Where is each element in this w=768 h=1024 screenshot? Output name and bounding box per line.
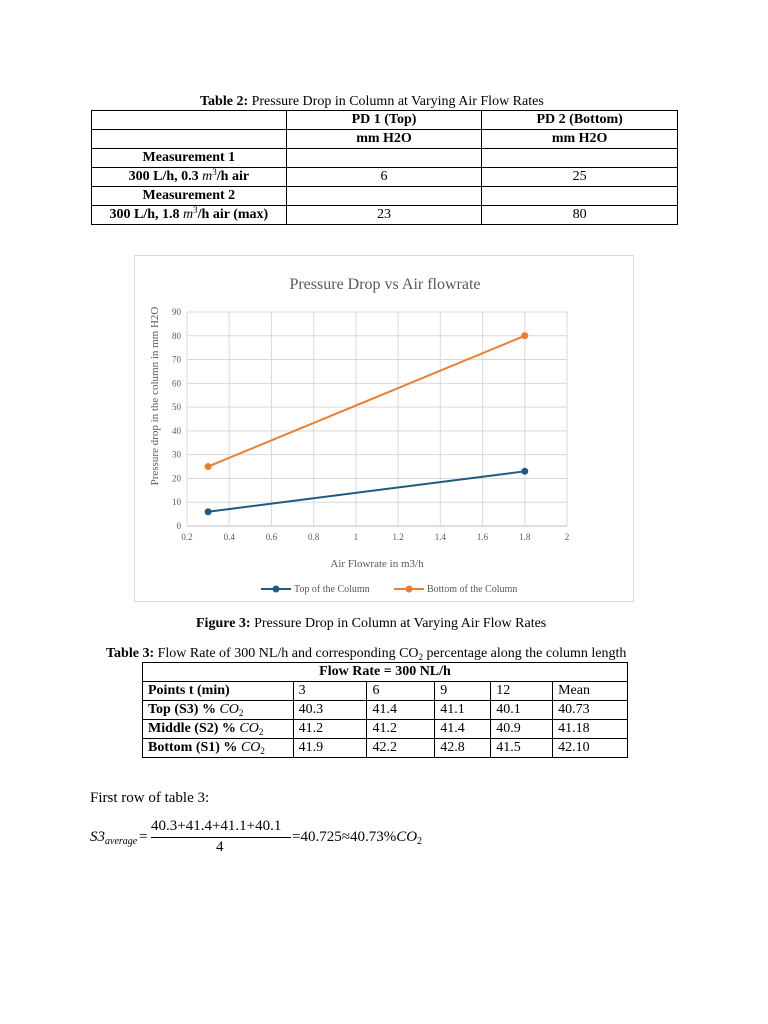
equation-numerator: 40.3+41.4+41.1+40.1 [151, 818, 282, 834]
table-row [92, 187, 678, 206]
table3-cell: 42.2 [367, 739, 435, 758]
table2-header-pd2: PD 2 (Bottom) [482, 111, 678, 130]
y-tick-label: 90 [172, 307, 181, 317]
table3-cell: 41.2 [293, 720, 367, 739]
y-tick-label: 80 [172, 330, 181, 341]
legend-marker [273, 586, 280, 593]
table3 [142, 662, 628, 758]
table-row [143, 701, 628, 720]
equation-equals: = [139, 829, 148, 845]
table2-row-label: Measurement 1 [92, 149, 287, 168]
chart-container [134, 255, 634, 602]
table-row [92, 206, 678, 225]
table2-cell-pd2: 80 [482, 206, 678, 225]
table2-empty-header [92, 111, 287, 130]
y-tick-label: 10 [172, 497, 181, 508]
x-tick-label: 0.8 [308, 532, 320, 542]
table3-caption-text: Flow Rate of 300 NL/h and corresponding CO [154, 646, 419, 661]
fraction-bar [151, 837, 291, 838]
row-label-chem: CO [240, 740, 261, 755]
table3-column-header: 6 [367, 682, 435, 701]
equation-result-sub: 2 [417, 836, 423, 847]
x-tick-label: 0.2 [181, 532, 193, 542]
y-tick-label: 40 [172, 425, 181, 436]
table3-cell: 41.18 [553, 720, 628, 739]
table3-column-header: 9 [435, 682, 491, 701]
table3-column-header: 3 [293, 682, 367, 701]
legend-marker [406, 586, 413, 593]
table2-caption [200, 94, 544, 110]
figure3-caption [196, 616, 546, 632]
chart-y-axis-label: Pressure drop in the column in mm H2O [149, 306, 161, 486]
row-label-part: 300 L/h, 0.3 [128, 169, 203, 184]
table2-caption-label: Table 2: [200, 94, 249, 109]
y-tick-label: 50 [172, 402, 181, 413]
y-tick-label: 0 [176, 521, 181, 531]
table2 [91, 110, 678, 225]
row-label-unit: m [202, 169, 213, 184]
table2-row-label [92, 206, 287, 225]
table2-cell [286, 149, 482, 168]
row-label-chem: CO [219, 702, 239, 717]
table2-cell-pd1: 23 [286, 206, 482, 225]
row-label-part: Bottom (S1) % [148, 740, 241, 755]
y-tick-label: 30 [172, 449, 181, 460]
chart-x-axis-label: Air Flowrate in m3/h [330, 558, 424, 570]
series-line [208, 471, 525, 511]
series-line [208, 336, 525, 467]
figure3-caption-label: Figure 3: [196, 616, 251, 631]
table-row [92, 149, 678, 168]
equation-result-value: =40.725≈40.73% [292, 829, 397, 845]
table3-caption-sub: 2 [418, 652, 424, 662]
table3-cell: 41.5 [491, 739, 553, 758]
table2-cell [482, 149, 678, 168]
data-point [205, 463, 212, 470]
table3-caption [106, 646, 626, 662]
x-tick-label: 0.4 [223, 532, 235, 542]
row-label-sub: 2 [260, 746, 265, 756]
table3-column-header: Mean [553, 682, 628, 701]
equation-lhs-sub: average [105, 836, 138, 847]
data-point [205, 508, 212, 515]
table2-cell [286, 187, 482, 206]
table3-row-label [143, 701, 294, 720]
equation-result-chem: CO [396, 829, 418, 845]
table-row [143, 720, 628, 739]
table3-cell: 42.10 [553, 739, 628, 758]
y-tick-label: 20 [172, 473, 181, 484]
x-tick-label: 1.6 [476, 532, 489, 542]
data-point [521, 332, 528, 339]
row-label-part: /h air (max) [197, 207, 269, 222]
chart-title: Pressure Drop vs Air flowrate [289, 276, 481, 293]
legend-label: Top of the Column [294, 584, 370, 595]
table2-caption-text: Pressure Drop in Column at Varying Air Flow Rates [248, 94, 544, 109]
table-row [92, 168, 678, 187]
table3-cell: 40.73 [553, 701, 628, 720]
line-chart [135, 256, 635, 603]
y-tick-label: 60 [172, 378, 181, 389]
row-label-part: 300 L/h, 1.8 [109, 207, 184, 222]
table2-empty-header [92, 130, 287, 149]
equation [90, 818, 450, 862]
x-tick-label: 1.8 [519, 532, 531, 542]
table3-flow-header: Flow Rate = 300 NL/h [143, 663, 628, 682]
equation-lhs-symbol: S3 [90, 829, 105, 845]
table3-caption-text: percentage along the column length [423, 646, 627, 661]
table3-cell: 40.3 [293, 701, 367, 720]
table-row [143, 739, 628, 758]
equation-denominator: 4 [216, 839, 224, 855]
table3-row-label [143, 720, 294, 739]
table2-header-pd2-unit: mm H2O [482, 130, 678, 149]
x-tick-label: 1 [353, 532, 359, 542]
row-label-part: Middle (S2) % [148, 721, 240, 736]
table3-column-header: 12 [491, 682, 553, 701]
table3-cell: 41.4 [435, 720, 491, 739]
equation-intro: First row of table 3: [90, 790, 210, 806]
row-label-part: Top (S3) % [148, 702, 220, 717]
table2-cell [482, 187, 678, 206]
y-tick-label: 70 [172, 354, 181, 365]
table3-cell: 41.2 [367, 720, 435, 739]
figure3-caption-text: Pressure Drop in Column at Varying Air Flow Rates [250, 616, 547, 631]
legend-label: Bottom of the Column [427, 584, 518, 595]
table-row [143, 682, 628, 701]
row-label-unit: m [183, 207, 194, 222]
table2-row-label: Measurement 2 [92, 187, 287, 206]
table3-cell: 41.1 [435, 701, 491, 720]
row-label-exponent: 3 [193, 205, 198, 215]
table2-header-pd1-unit: mm H2O [286, 130, 482, 149]
table3-cell: 41.9 [293, 739, 367, 758]
row-label-sub: 2 [258, 727, 264, 737]
table2-header-pd1: PD 1 (Top) [286, 111, 482, 130]
table3-column-header: Points t (min) [143, 682, 294, 701]
table3-row-label [143, 739, 294, 758]
table3-caption-label: Table 3: [106, 646, 155, 661]
row-label-sub: 2 [238, 708, 244, 718]
x-tick-label: 0.6 [265, 532, 278, 542]
row-label-chem: CO [239, 721, 259, 736]
table3-cell: 41.4 [367, 701, 435, 720]
row-label-part: /h air [216, 169, 250, 184]
table2-cell-pd2: 25 [482, 168, 678, 187]
table3-cell: 40.9 [491, 720, 553, 739]
table2-cell-pd1: 6 [286, 168, 482, 187]
table3-cell: 40.1 [491, 701, 553, 720]
x-tick-label: 1.4 [434, 532, 446, 542]
equation-result [292, 829, 422, 846]
x-tick-label: 1.2 [392, 532, 404, 542]
x-tick-label: 2 [564, 532, 570, 542]
row-label-exponent: 3 [212, 167, 217, 177]
equation-lhs [90, 829, 137, 846]
table2-row-label [92, 168, 287, 187]
table3-cell: 42.8 [435, 739, 491, 758]
data-point [521, 468, 528, 475]
